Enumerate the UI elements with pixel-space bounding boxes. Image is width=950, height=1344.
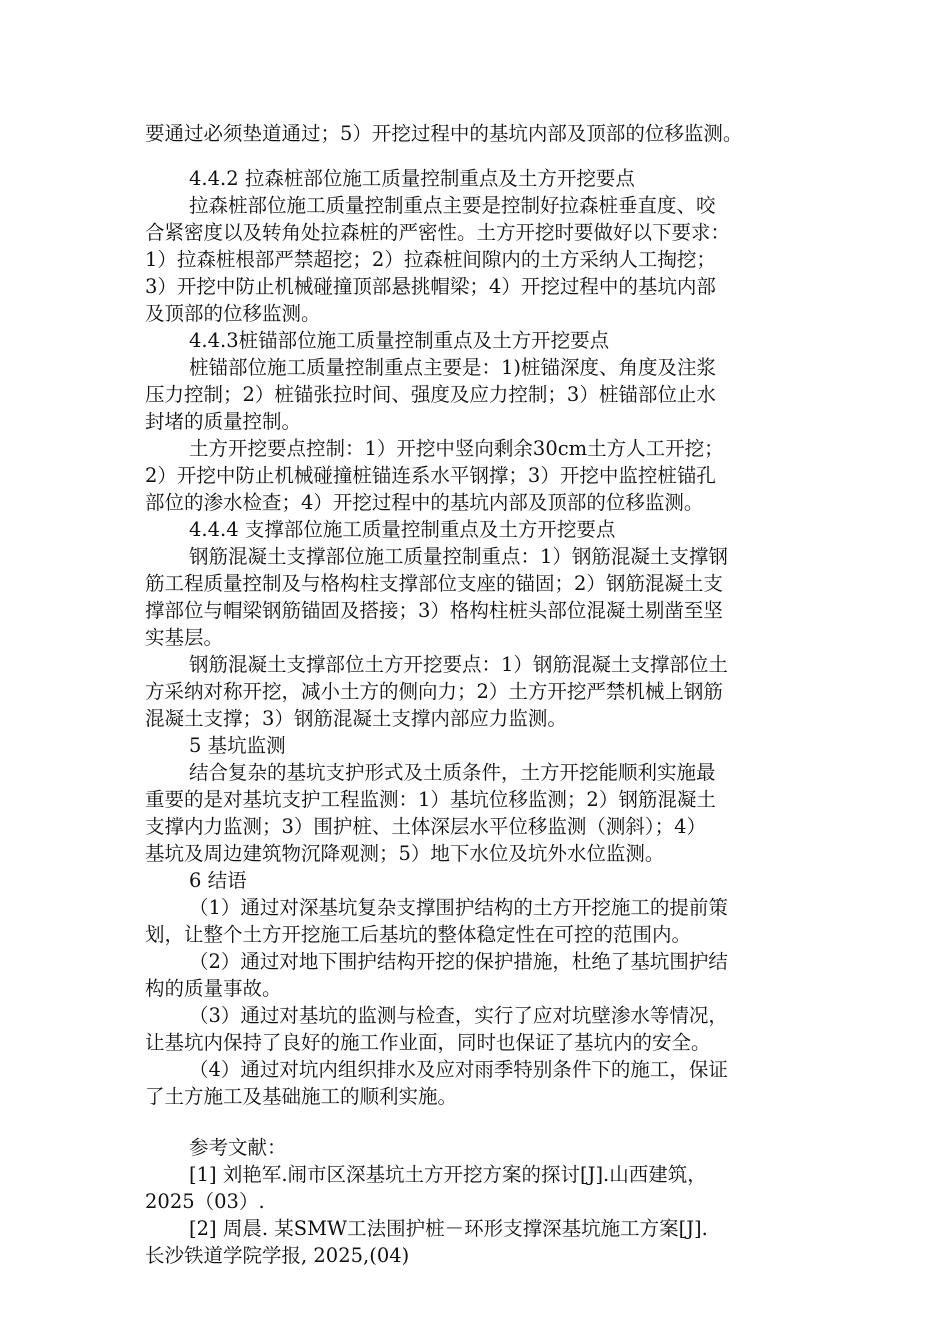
text-line: 方采纳对称开挖，减小土方的侧向力；2）土方开挖严禁机械上钢筋 bbox=[145, 680, 723, 703]
document-page bbox=[145, 120, 820, 1269]
text-line: 及顶部的位移监测。 bbox=[145, 302, 321, 325]
text-line: 3）开挖中防止机械碰撞顶部悬挑帽梁；4）开挖过程中的基坑内部 bbox=[145, 275, 716, 298]
text-line: 筋工程质量控制及与格构柱支撑部位支座的锚固；2）钢筋混凝土支 bbox=[145, 572, 723, 595]
text-line: 结合复杂的基坑支护形式及土质条件，土方开挖能顺利实施最 bbox=[189, 761, 716, 784]
text-line: 合紧密度以及转角处拉森桩的严密性。土方开挖时要做好以下要求： bbox=[145, 221, 731, 244]
text-line: 土方开挖要点控制：1）开挖中竖向剩余30cm土方人工开挖； bbox=[189, 437, 724, 460]
text-line: 钢筋混凝土支撑部位施工质量控制重点：1）钢筋混凝土支撑钢 bbox=[189, 545, 728, 568]
references-heading: 参考文献： bbox=[189, 1136, 287, 1159]
section-heading: 4.4.2 拉森桩部位施工质量控制重点及土方开挖要点 bbox=[189, 167, 635, 190]
reference-item: [2] 周晨. 某SMW工法围护桩－环形支撑深基坑施工方案[J]. bbox=[189, 1217, 708, 1240]
text-line: （4）通过对坑内组织排水及应对雨季特别条件下的施工，保证 bbox=[189, 1058, 728, 1081]
text-line: 了土方施工及基础施工的顺利实施。 bbox=[145, 1085, 458, 1108]
section-heading: 6 结语 bbox=[189, 869, 247, 892]
text-line: （1）通过对深基坑复杂支撑围护结构的土方开挖施工的提前策 bbox=[189, 896, 728, 919]
text-line: 压力控制；2）桩锚张拉时间、强度及应力控制；3）桩锚部位止水 bbox=[145, 383, 716, 406]
section-heading: 4.4.4 支撑部位施工质量控制重点及土方开挖要点 bbox=[189, 518, 616, 541]
reference-item-continuation: 2025（03）. bbox=[145, 1190, 265, 1213]
text-line: 部位的渗水检查；4）开挖过程中的基坑内部及顶部的位移监测。 bbox=[145, 491, 704, 514]
text-line: 要通过必须垫道通过；5）开挖过程中的基坑内部及顶部的位移监测。 bbox=[145, 122, 743, 145]
section-heading: 5 基坑监测 bbox=[189, 734, 286, 757]
text-line: （2）通过对地下围护结构开挖的保护措施，杜绝了基坑围护结 bbox=[189, 950, 728, 973]
text-line: 混凝土支撑；3）钢筋混凝土支撑内部应力监测。 bbox=[145, 707, 567, 730]
text-line: 桩锚部位施工质量控制重点主要是：1)桩锚深度、角度及注浆 bbox=[189, 356, 717, 379]
text-line: 拉森桩部位施工质量控制重点主要是控制好拉森桩垂直度、咬 bbox=[189, 194, 716, 217]
text-line: 划，让整个土方开挖施工后基坑的整体稳定性在可控的范围内。 bbox=[145, 923, 692, 946]
text-line: 构的质量事故。 bbox=[145, 977, 282, 1000]
text-line: 实基层。 bbox=[145, 626, 224, 649]
text-line: 撑部位与帽梁钢筋锚固及搭接；3）格构柱桩头部位混凝土剔凿至坚 bbox=[145, 599, 723, 622]
spacer bbox=[145, 147, 820, 165]
text-line: 让基坑内保持了良好的施工作业面，同时也保证了基坑内的安全。 bbox=[145, 1031, 711, 1054]
text-line: 钢筋混凝土支撑部位土方开挖要点：1）钢筋混凝土支撑部位土 bbox=[189, 653, 728, 676]
text-line: 支撑内力监测；3）围护桩、土体深层水平位移监测（测斜）；4） bbox=[145, 815, 707, 838]
section-heading: 4.4.3桩锚部位施工质量控制重点及土方开挖要点 bbox=[189, 329, 610, 352]
text-line: 基坑及周边建筑物沉降观测；5）地下水位及坑外水位监测。 bbox=[145, 842, 665, 865]
spacer bbox=[145, 1110, 820, 1134]
text-line: 2）开挖中防止机械碰撞桩锚连系水平钢撑；3）开挖中监控桩锚孔 bbox=[145, 464, 716, 487]
reference-item: [1] 刘艳军.闹市区深基坑土方开挖方案的探讨[J].山西建筑， bbox=[189, 1163, 707, 1186]
text-line: （3）通过对基坑的监测与检查，实行了应对坑壁渗水等情况， bbox=[189, 1004, 728, 1027]
text-line: 1）拉森桩根部严禁超挖；2）拉森桩间隙内的土方采纳人工掏挖； bbox=[145, 248, 716, 271]
reference-item-continuation: 长沙铁道学院学报, 2025,(04) bbox=[145, 1244, 410, 1267]
text-line: 重要的是对基坑支护工程监测：1）基坑位移监测；2）钢筋混凝土 bbox=[145, 788, 716, 811]
text-line: 封堵的质量控制。 bbox=[145, 410, 302, 433]
